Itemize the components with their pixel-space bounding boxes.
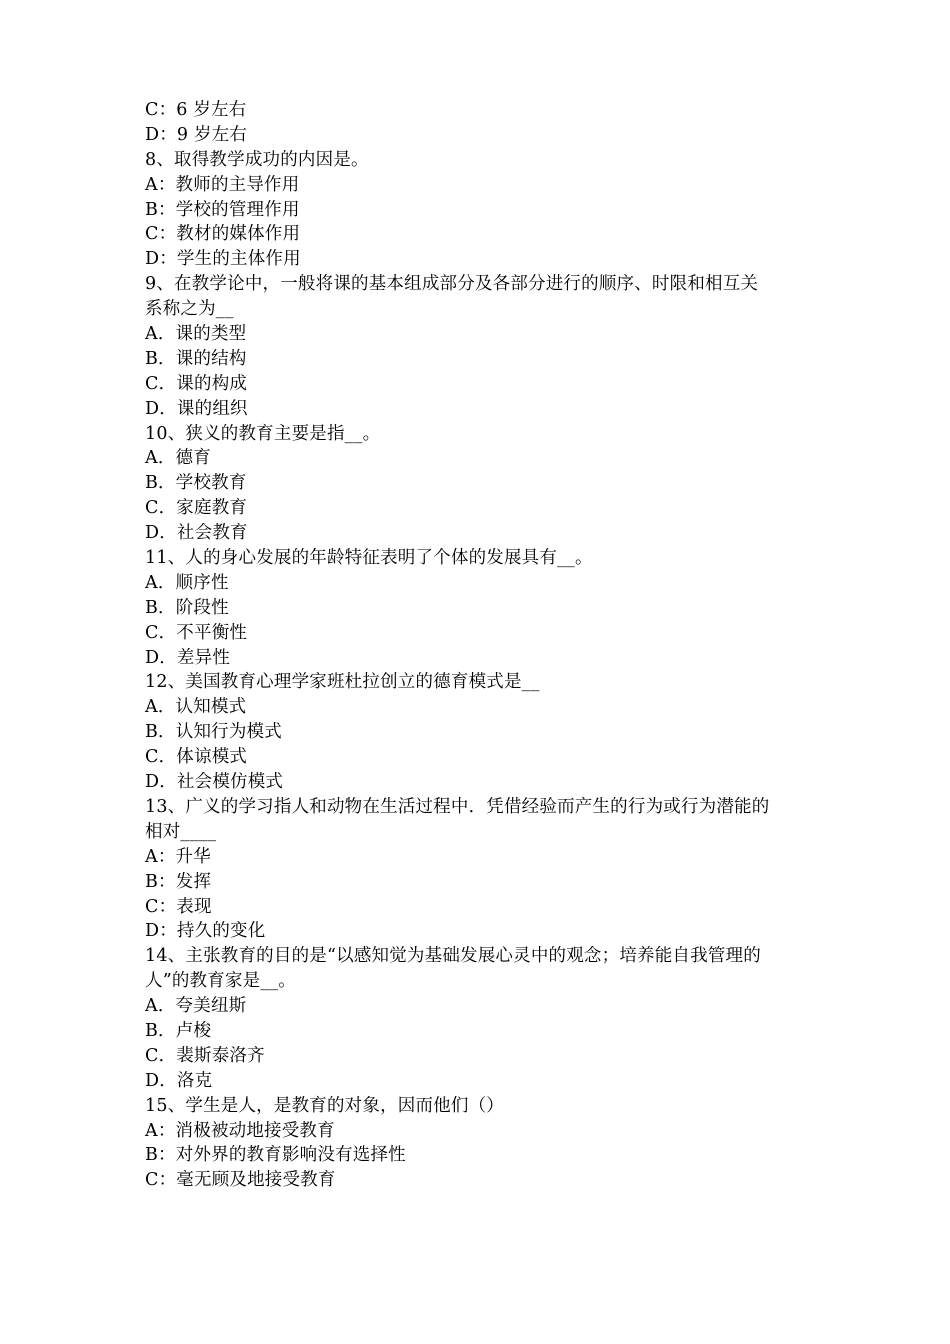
option-line: C．不平衡性	[145, 622, 248, 643]
document-text-body	[145, 98, 815, 1193]
option-line: B：学校的管理作用	[145, 199, 300, 220]
option-line: C：表现	[145, 896, 212, 917]
question-line: 14、主张教育的目的是“以感知觉为基础发展心灵中的观念；培养能自我管理的	[145, 946, 761, 967]
question-line: 13、广义的学习指人和动物在生活过程中．凭借经验而产生的行为或行为潜能的	[145, 796, 770, 817]
option-line: D：持久的变化	[145, 921, 266, 942]
option-line: A：升华	[145, 846, 211, 867]
option-line: D．差异性	[145, 647, 231, 668]
question-line-continued: 系称之为__	[145, 299, 234, 320]
option-line: C．家庭教育	[145, 498, 248, 519]
option-line: A．德育	[145, 448, 211, 469]
option-line: C．体谅模式	[145, 747, 248, 768]
option-line: B．卢梭	[145, 1020, 212, 1041]
option-line: A．夸美纽斯	[145, 996, 247, 1017]
option-line: B：对外界的教育影响没有选择性	[145, 1145, 406, 1166]
option-line: A．课的类型	[145, 324, 247, 345]
question-line: 11、人的身心发展的年龄特征表明了个体的发展具有__。	[145, 548, 593, 569]
option-line: A．顺序性	[145, 572, 229, 593]
option-line: B：发挥	[145, 871, 212, 892]
option-line: B．学校教育	[145, 473, 247, 494]
question-line: 10、狭义的教育主要是指__。	[145, 423, 381, 444]
option-line: D．课的组织	[145, 398, 248, 419]
option-line: A：消极被动地接受教育	[145, 1120, 335, 1141]
question-line-continued: 相对____	[145, 821, 217, 842]
option-line: A：教师的主导作用	[145, 174, 300, 195]
option-line: B．课的结构	[145, 348, 247, 369]
option-line: D：学生的主体作用	[145, 249, 301, 270]
option-line: C．裴斯泰洛齐	[145, 1045, 265, 1066]
option-line: D．社会教育	[145, 523, 248, 544]
question-line: 8、取得教学成功的内因是。	[145, 149, 369, 170]
option-line: B．认知行为模式	[145, 722, 282, 743]
option-line: D．洛克	[145, 1070, 213, 1091]
question-line: 9、在教学论中，一般将课的基本组成部分及各部分进行的顺序、时限和相互关	[145, 274, 759, 295]
option-line: D：9 岁左右	[145, 124, 248, 145]
option-line: C：6 岁左右	[145, 100, 247, 120]
option-line: C：教材的媒体作用	[145, 224, 301, 245]
option-line: A．认知模式	[145, 697, 247, 718]
question-line-continued: 人”的教育家是__。	[145, 971, 296, 992]
option-line: B．阶段性	[145, 597, 229, 618]
option-line: D．社会模仿模式	[145, 772, 284, 793]
option-line: C：毫无顾及地接受教育	[145, 1170, 336, 1191]
option-line: C．课的构成	[145, 373, 248, 394]
question-line: 15、学生是人，是教育的对象，因而他们（）	[145, 1095, 504, 1116]
question-line: 12、美国教育心理学家班杜拉创立的德育模式是__	[145, 672, 540, 693]
